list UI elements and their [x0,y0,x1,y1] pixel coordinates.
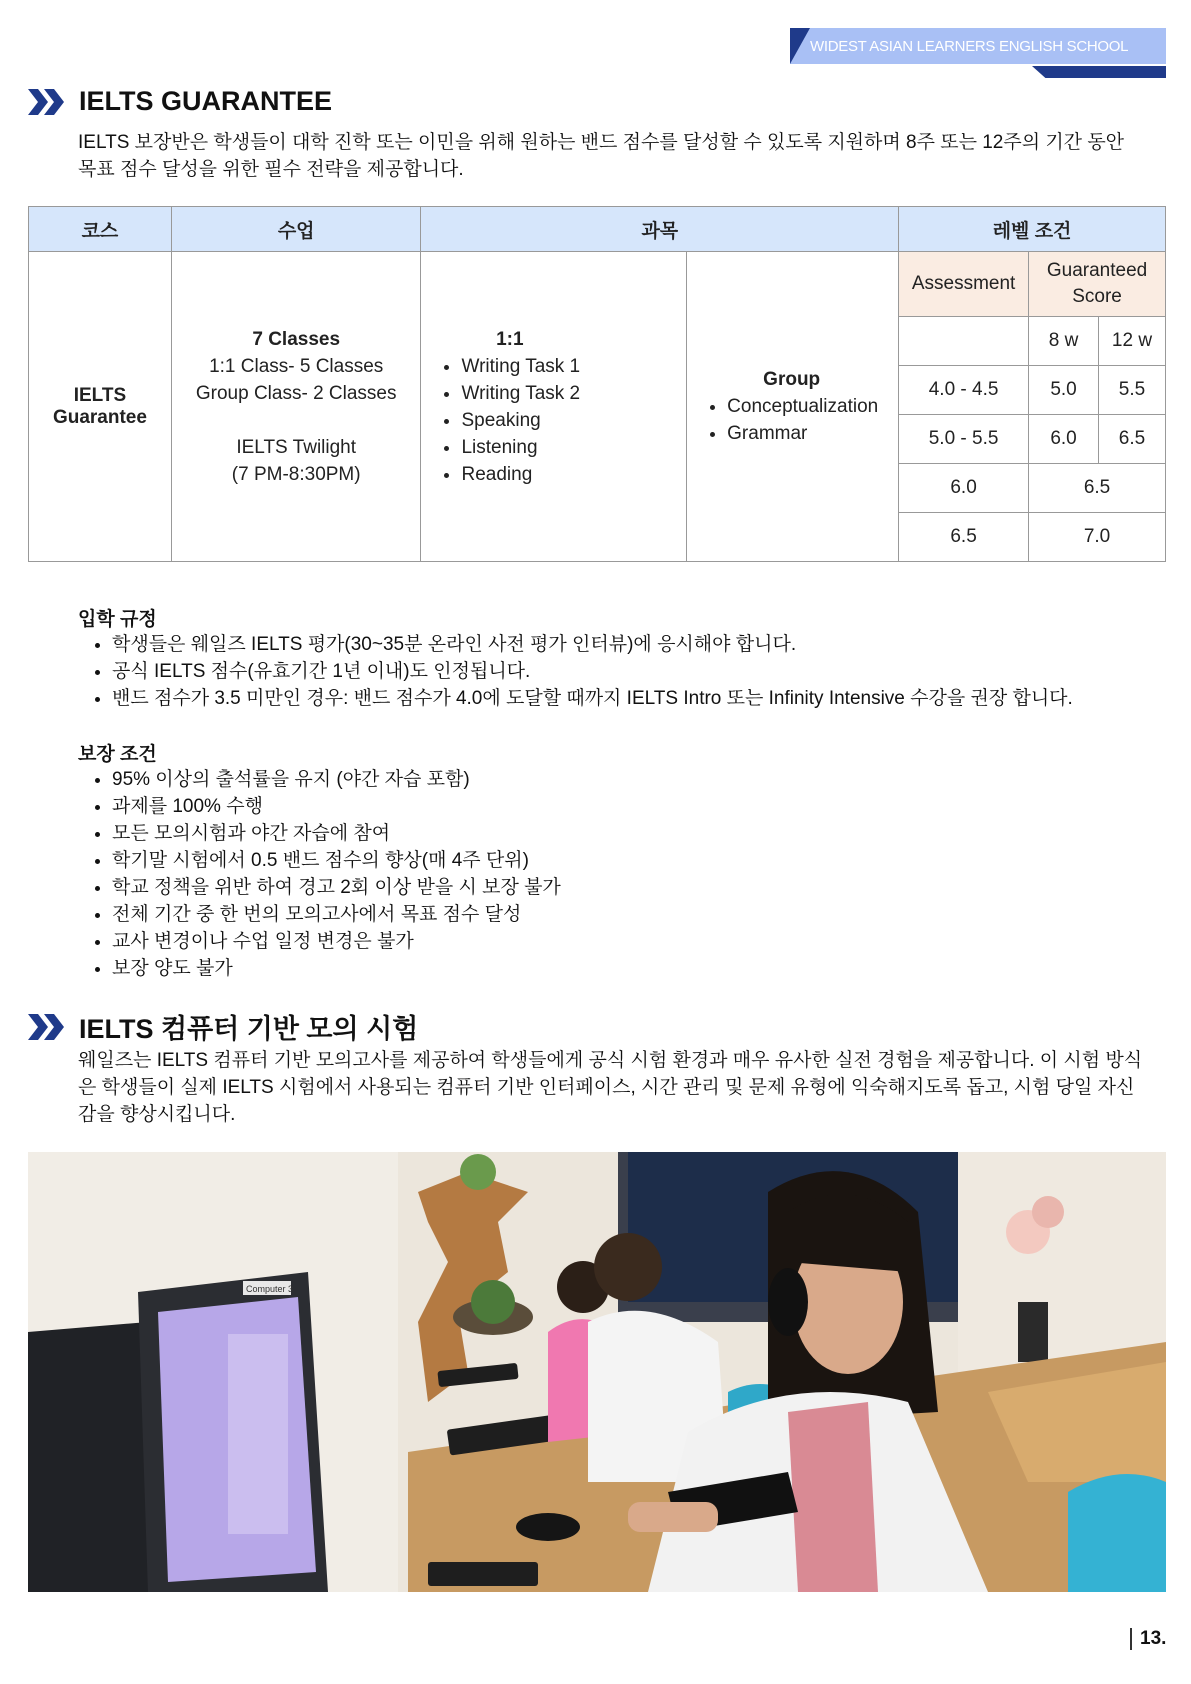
intro-line: 은 학생들이 실제 IELTS 시험에서 사용되는 컴퓨터 기반 인터페이스, 시간 관리 및 문제 유형에 익숙해지도록 돕고, 시험 당일 자신 [78,1077,1135,1098]
list-item: • 과제를 100% 수행 [112,793,561,820]
classes-line: Group Class- 2 Classes [195,382,397,404]
section-title-guarantee [28,86,332,117]
conditions-list [78,766,561,982]
intro-line: 목표 점수 달성을 위한 필수 전략을 제공합니다. [78,159,464,180]
list-item: • 전체 기간 중 한 번의 모의고사에서 목표 점수 달성 [112,901,561,928]
classes-line: 1:1 Class- 5 Classes [209,355,384,377]
list-item: • 모든 모의시험과 야간 자습에 참여 [112,820,561,847]
guarantee-table [28,206,1166,562]
intro-line: 감을 향상시킵니다. [78,1104,236,1125]
list-item: • Speaking [461,407,580,434]
assessment-value: 6.0 [899,464,1029,513]
section-title-text: IELTS 컴퓨터 기반 모의 시험 [79,1014,419,1044]
classes-cell [171,252,421,562]
section-title-cbt [28,1007,418,1046]
header-level: 레벨 조건 [899,207,1166,252]
section-title-text: IELTS GUARANTEE [79,86,333,116]
one-to-one-cell [421,252,687,562]
score-combined: 7.0 [1029,513,1166,562]
list-item: • 학교 정책을 위반 하여 경고 2회 이상 받을 시 보장 불가 [112,874,561,901]
list-item: • 95% 이상의 출석률을 유지 (야간 자습 포함) [112,766,561,793]
one-to-one-title: 1:1 [496,328,524,350]
monitor-label: Computer 3 [246,1284,294,1294]
guarantee-intro [78,129,1163,183]
list-item: • Listening [461,434,580,461]
double-chevron-icon [28,89,66,115]
list-item: • 공식 IELTS 점수(유효기간 1년 이내)도 인정됩니다. [112,658,1073,685]
guaranteed-score-label: Guaranteed Score [1029,252,1166,317]
intro-line: 웨일즈는 IELTS 컴퓨터 기반 모의고사를 제공하여 학생들에게 공식 시험 환경과 매우 유사한 실전 경험을 제공합니다. 이 시험 방식 [78,1050,1143,1071]
group-title: Group [763,369,821,390]
list-item: • Grammar [727,420,878,447]
list-item: • 학기말 시험에서 0.5 밴드 점수의 향상(매 4주 단위) [112,847,561,874]
list-item: • Writing Task 2 [461,380,580,407]
assessment-value: 4.0 - 4.5 [899,366,1029,415]
header-accent-stripe [1032,66,1166,78]
assessment-label: Assessment [899,252,1029,317]
assessment-value: 6.5 [899,513,1029,562]
score-12w: 6.5 [1099,415,1166,464]
admission-title: 입학 규정 [78,609,157,630]
twilight-label: IELTS Twilight [236,436,357,458]
group-cell [687,252,899,562]
list-item: • 학생들은 웨일즈 IELTS 평가(30~35분 온라인 사전 평가 인터뷰)에 응시해야 합니다. [112,631,1073,658]
course-name: Guarantee [52,406,147,428]
course-cell [29,252,172,562]
score-combined: 6.5 [1029,464,1166,513]
double-chevron-icon [28,1014,66,1040]
list-item: • 교사 변경이나 수업 일정 변경은 불가 [112,928,561,955]
list-item: • Reading [461,461,580,488]
score-12w: 5.5 [1099,366,1166,415]
one-to-one-list [439,353,580,488]
classes-title: 7 Classes [252,328,341,350]
week12-label: 12 w [1099,317,1166,366]
twilight-time: (7 PM-8:30PM) [231,463,361,485]
empty-cell [899,317,1029,366]
assessment-value: 5.0 - 5.5 [899,415,1029,464]
computer-test-photo [28,1152,1166,1592]
conditions-title: 보장 조건 [78,744,157,765]
header-subjects: 과목 [421,207,899,252]
list-item: • 보장 양도 불가 [112,955,561,982]
list-item: • 밴드 점수가 3.5 미만인 경우: 밴드 점수가 4.0에 도달할 때까지 IELTS Intro 또는 Infinity Intensive 수강을 권장 합니다. [112,685,1073,712]
intro-line: IELTS 보장반은 학생들이 대학 진학 또는 이민을 위해 원하는 밴드 점수를 달성할 수 있도록 지원하며 8주 또는 12주의 기간 동안 [78,132,1125,153]
page-number: 13. [1130,1628,1166,1650]
week8-label: 8 w [1029,317,1099,366]
group-list [705,393,878,447]
list-item: • Writing Task 1 [461,353,580,380]
list-item: • Conceptualization [727,393,878,420]
header-course: 코스 [29,207,172,252]
score-8w: 6.0 [1029,415,1099,464]
admission-list [78,631,1073,712]
course-name: IELTS [73,384,127,406]
photo-illustration [28,1152,1166,1592]
cbt-intro [78,1047,1163,1128]
score-8w: 5.0 [1029,366,1099,415]
header-classes: 수업 [171,207,421,252]
school-name-banner [790,28,1166,64]
school-name: WIDEST ASIAN LEARNERS ENGLISH SCHOOL [810,37,1129,55]
